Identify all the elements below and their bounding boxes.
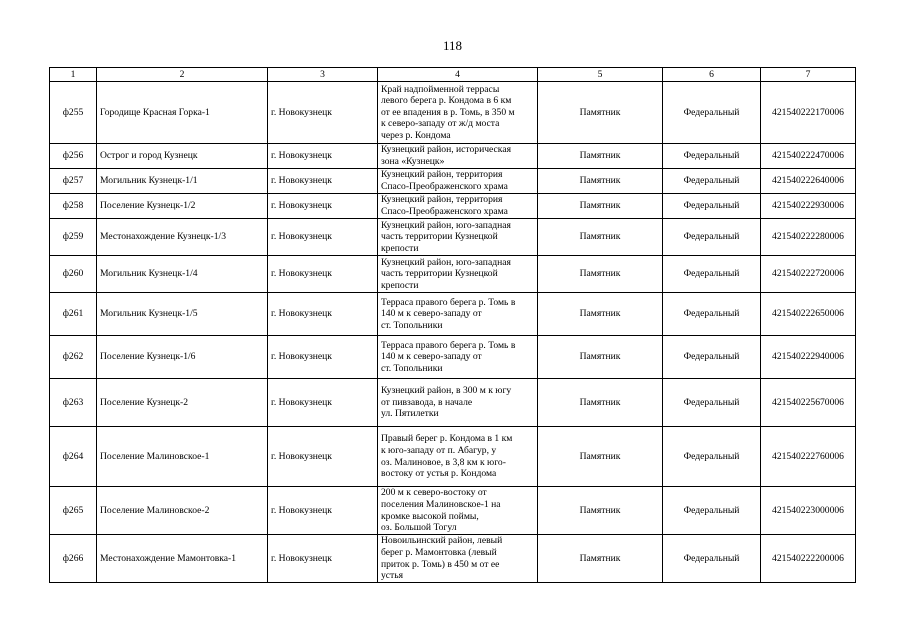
protection-level: Федеральный (663, 256, 761, 293)
row-number: ф263 (50, 379, 97, 427)
object-type: Памятник (538, 82, 663, 144)
protection-level: Федеральный (663, 219, 761, 256)
city: г. Новокузнецк (268, 293, 378, 336)
protection-level: Федеральный (663, 194, 761, 219)
row-number: ф261 (50, 293, 97, 336)
table-row (50, 535, 856, 583)
protection-level: Федеральный (663, 82, 761, 144)
location: Терраса правого берега р. Томь в 140 м к северо-западу от ст. Топольники (378, 293, 538, 336)
row-number: ф265 (50, 487, 97, 535)
location: Новоильинский район, левый берег р. Мамонтовка (левый приток р. Томь) в 450 м от ее устья (378, 535, 538, 583)
row-number: ф266 (50, 535, 97, 583)
city: г. Новокузнецк (268, 487, 378, 535)
protection-level: Федеральный (663, 336, 761, 379)
object-type: Памятник (538, 194, 663, 219)
object-type: Памятник (538, 256, 663, 293)
object-type: Памятник (538, 379, 663, 427)
object-type: Памятник (538, 144, 663, 169)
monument-name: Острог и город Кузнецк (97, 144, 268, 169)
row-number: ф260 (50, 256, 97, 293)
row-number: ф255 (50, 82, 97, 144)
city: г. Новокузнецк (268, 219, 378, 256)
object-type: Памятник (538, 535, 663, 583)
object-type: Памятник (538, 293, 663, 336)
table-row (50, 144, 856, 169)
column-header: 1 (50, 68, 97, 82)
column-header: 3 (268, 68, 378, 82)
registry-number: 421540222640006 (761, 169, 856, 194)
location: Край надпойменной террасы левого берега р. Кондома в 6 км от ее впадения в р. Томь, в 350 м к северо-западу от ж/д моста через р. Кондома (378, 82, 538, 144)
object-type: Памятник (538, 219, 663, 256)
monuments-table (49, 67, 856, 583)
location: Кузнецкий район, юго-западная часть территории Кузнецкой крепости (378, 256, 538, 293)
monument-name: Городище Красная Горка-1 (97, 82, 268, 144)
column-header: 4 (378, 68, 538, 82)
monument-name: Местонахождение Мамонтовка-1 (97, 535, 268, 583)
city: г. Новокузнецк (268, 427, 378, 487)
protection-level: Федеральный (663, 427, 761, 487)
row-number: ф257 (50, 169, 97, 194)
location: Кузнецкий район, территория Спасо-Преображенского храма (378, 194, 538, 219)
location: Кузнецкий район, территория Спасо-Преображенского храма (378, 169, 538, 194)
city: г. Новокузнецк (268, 169, 378, 194)
city: г. Новокузнецк (268, 144, 378, 169)
city: г. Новокузнецк (268, 82, 378, 144)
table-row (50, 379, 856, 427)
registry-number: 421540222760006 (761, 427, 856, 487)
object-type: Памятник (538, 169, 663, 194)
table-row (50, 336, 856, 379)
object-type: Памятник (538, 427, 663, 487)
table-row (50, 256, 856, 293)
registry-number: 421540222720006 (761, 256, 856, 293)
monument-name: Поселение Кузнецк-2 (97, 379, 268, 427)
column-header: 5 (538, 68, 663, 82)
table-row (50, 293, 856, 336)
table-row (50, 487, 856, 535)
table-row (50, 219, 856, 256)
city: г. Новокузнецк (268, 379, 378, 427)
object-type: Памятник (538, 336, 663, 379)
registry-number: 421540222470006 (761, 144, 856, 169)
object-type: Памятник (538, 487, 663, 535)
column-header: 7 (761, 68, 856, 82)
registry-number: 421540222650006 (761, 293, 856, 336)
location: Терраса правого берега р. Томь в 140 м к северо-западу от ст. Топольники (378, 336, 538, 379)
table-row (50, 194, 856, 219)
row-number: ф259 (50, 219, 97, 256)
monument-name: Могильник Кузнецк-1/5 (97, 293, 268, 336)
row-number: ф262 (50, 336, 97, 379)
registry-number: 421540222170006 (761, 82, 856, 144)
column-header: 6 (663, 68, 761, 82)
table-row (50, 427, 856, 487)
protection-level: Федеральный (663, 144, 761, 169)
monument-name: Местонахождение Кузнецк-1/3 (97, 219, 268, 256)
location: Кузнецкий район, историческая зона «Кузнецк» (378, 144, 538, 169)
city: г. Новокузнецк (268, 336, 378, 379)
city: г. Новокузнецк (268, 194, 378, 219)
table-row (50, 82, 856, 144)
monument-name: Могильник Кузнецк-1/1 (97, 169, 268, 194)
registry-number: 421540222280006 (761, 219, 856, 256)
row-number: ф264 (50, 427, 97, 487)
row-number: ф256 (50, 144, 97, 169)
city: г. Новокузнецк (268, 535, 378, 583)
registry-number: 421540222930006 (761, 194, 856, 219)
protection-level: Федеральный (663, 487, 761, 535)
column-number-row (50, 68, 856, 82)
registry-number: 421540222940006 (761, 336, 856, 379)
location: Кузнецкий район, юго-западная часть территории Кузнецкой крепости (378, 219, 538, 256)
table-row (50, 169, 856, 194)
protection-level: Федеральный (663, 379, 761, 427)
monument-name: Поселение Кузнецк-1/6 (97, 336, 268, 379)
monument-name: Поселение Малиновское-2 (97, 487, 268, 535)
row-number: ф258 (50, 194, 97, 219)
location: 200 м к северо-востоку от поселения Малиновское-1 на кромке высокой поймы, оз. Большой Тогул (378, 487, 538, 535)
monument-name: Поселение Кузнецк-1/2 (97, 194, 268, 219)
city: г. Новокузнецк (268, 256, 378, 293)
column-header: 2 (97, 68, 268, 82)
monument-name: Поселение Малиновское-1 (97, 427, 268, 487)
protection-level: Федеральный (663, 535, 761, 583)
registry-number: 421540225670006 (761, 379, 856, 427)
location: Кузнецкий район, в 300 м к югу от пивзавода, в начале ул. Пятилетки (378, 379, 538, 427)
location: Правый берег р. Кондома в 1 км к юго-западу от п. Абагур, у оз. Малиновое, в 3,8 км к юго- востоку от устья р. Кондома (378, 427, 538, 487)
page-number: 118 (442, 38, 463, 53)
registry-number: 421540222200006 (761, 535, 856, 583)
registry-number: 421540223000006 (761, 487, 856, 535)
monument-name: Могильник Кузнецк-1/4 (97, 256, 268, 293)
protection-level: Федеральный (663, 169, 761, 194)
protection-level: Федеральный (663, 293, 761, 336)
